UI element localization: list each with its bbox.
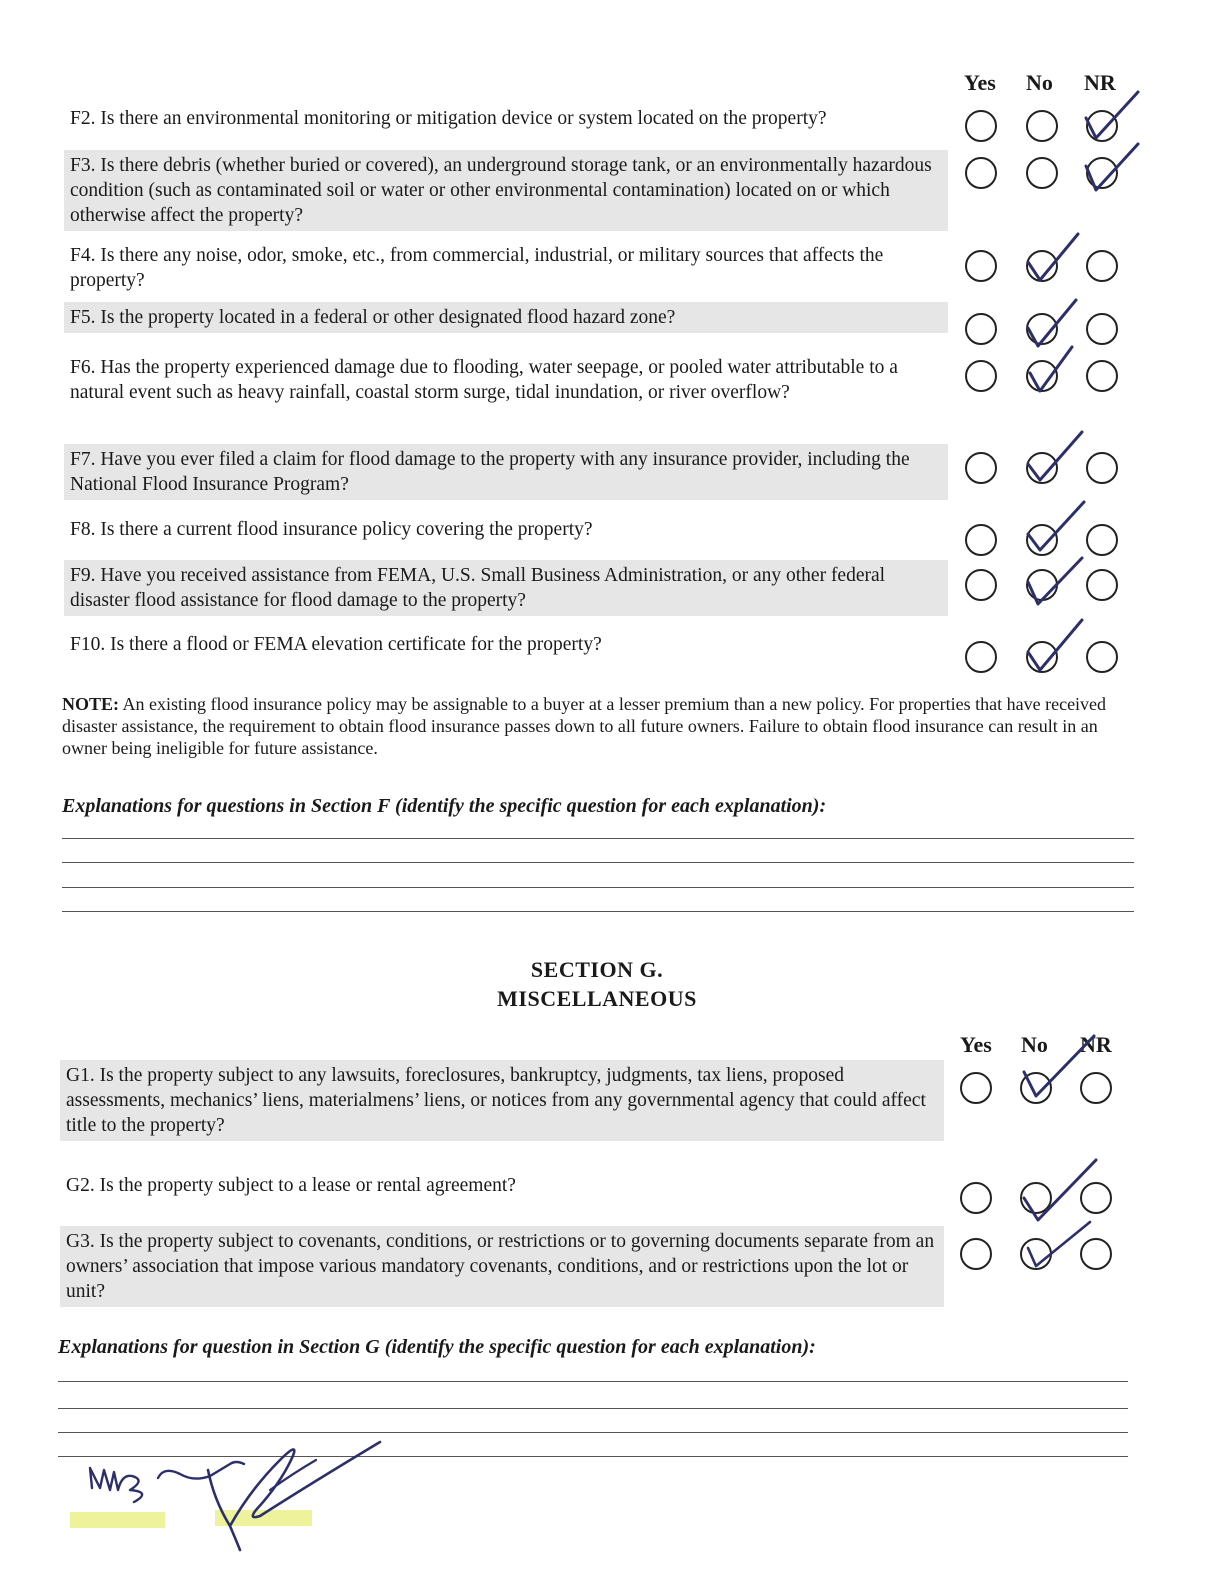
checkmark-g2-no (1016, 1158, 1106, 1228)
radio-f5-yes[interactable] (965, 313, 997, 345)
explanation-line-f-2[interactable] (62, 862, 1134, 863)
radio-f4-yes[interactable] (965, 250, 997, 282)
question-g2: G2. Is the property subject to a lease or rental agreement? (66, 1175, 516, 1196)
checkmark-f9-no (1022, 556, 1092, 606)
radio-f7-yes[interactable] (965, 452, 997, 484)
radio-f6-yes[interactable] (965, 360, 997, 392)
checkmark-f7-no (1022, 430, 1092, 480)
question-f6: F6. Has the property experienced damage due to flooding, water seepage, or pooled water attributable to a natural event such as heavy rainfall, coastal storm surge, tidal inundation, or river overflow? (70, 357, 898, 403)
radio-g3-yes[interactable] (960, 1238, 992, 1270)
radio-f2-yes[interactable] (965, 110, 997, 142)
question-f3: F3. Is there debris (whether buried or covered), an underground storage tank, or an environmentally hazardous condition (such as contaminated soil or water or other environmental contamination) located on or which otherwise affect the property? (64, 150, 948, 231)
handwritten-initials-signature (60, 1430, 400, 1560)
explanations-label-g: Explanations for question in Section G (identify the specific question for each explanation): (58, 1336, 816, 1358)
checkmark-f10-no (1022, 620, 1092, 670)
radio-f8-yes[interactable] (965, 524, 997, 556)
radio-f3-yes[interactable] (965, 157, 997, 189)
explanation-line-f-4[interactable] (62, 911, 1134, 912)
radio-f3-no[interactable] (1026, 157, 1058, 189)
question-f2: F2. Is there an environmental monitoring or mitigation device or system located on the property? (70, 108, 827, 129)
radio-f10-yes[interactable] (965, 641, 997, 673)
col-header-no-g: No (1021, 1032, 1048, 1057)
checkmark-f3-nr (1080, 140, 1150, 190)
question-f4: F4. Is there any noise, odor, smoke, etc., from commercial, industrial, or military sources that affects the property? (70, 245, 884, 291)
radio-g1-yes[interactable] (960, 1072, 992, 1104)
question-f10: F10. Is there a flood or FEMA elevation certificate for the property? (70, 634, 602, 655)
checkmark-g3-no (1016, 1222, 1106, 1282)
checkmark-f4-no (1022, 232, 1092, 282)
question-f9: F9. Have you received assistance from FEMA, U.S. Small Business Administration, or any other federal disaster flood assistance for flood damage to the property? (64, 560, 948, 616)
question-f7: F7. Have you ever filed a claim for flood damage to the property with any insurance provider, including the National Flood Insurance Program? (64, 444, 948, 500)
section-g-title: SECTION G. (530, 957, 664, 982)
radio-f2-no[interactable] (1026, 110, 1058, 142)
explanations-label-f: Explanations for questions in Section F (identify the specific question for each explanation): (62, 795, 827, 817)
question-g1: G1. Is the property subject to any lawsuits, foreclosures, bankruptcy, judgments, tax liens, proposed assessments, mechanics’ liens, materialmens’ liens, or notices from any governmental agency that could affect title to the property? (60, 1060, 944, 1141)
flood-insurance-note (62, 693, 1132, 759)
checkmark-f5-no (1022, 298, 1092, 348)
explanation-line-f-1[interactable] (62, 838, 1134, 839)
note-text: An existing flood insurance policy may be assignable to a buyer at a lesser premium than a new policy. For properties that have received disaster assistance, the requirement to obtain flood insurance passes down to all future owners. Failure to obtain flood insurance can result in an owner being ineligible for future assistance. (62, 694, 1107, 758)
col-header-yes-g: Yes (960, 1032, 992, 1057)
question-g3: G3. Is the property subject to covenants, conditions, or restrictions or to governing documents separate from an owners’ association that impose various mandatory covenants, conditions, and or restrictions upon the lot or unit? (60, 1226, 944, 1307)
col-header-nr: NR (1084, 70, 1116, 95)
checkmark-f6-no (1022, 345, 1092, 395)
checkmark-g1-no (1016, 1030, 1106, 1100)
checkmark-f8-no (1022, 500, 1092, 550)
radio-f9-yes[interactable] (965, 569, 997, 601)
radio-g2-yes[interactable] (960, 1182, 992, 1214)
note-label: NOTE: (62, 694, 120, 714)
col-header-nr-g: NR (1080, 1032, 1112, 1057)
checkmark-f2-nr (1080, 90, 1150, 140)
section-g-subtitle: MISCELLANEOUS (497, 986, 697, 1011)
explanation-line-f-3[interactable] (62, 887, 1134, 888)
explanation-line-g-1[interactable] (58, 1381, 1128, 1382)
explanation-line-g-2[interactable] (58, 1408, 1128, 1409)
question-f5: F5. Is the property located in a federal or other designated flood hazard zone? (64, 302, 948, 333)
col-header-yes: Yes (964, 70, 996, 95)
question-f8: F8. Is there a current flood insurance policy covering the property? (70, 519, 593, 540)
col-header-no: No (1026, 70, 1053, 95)
